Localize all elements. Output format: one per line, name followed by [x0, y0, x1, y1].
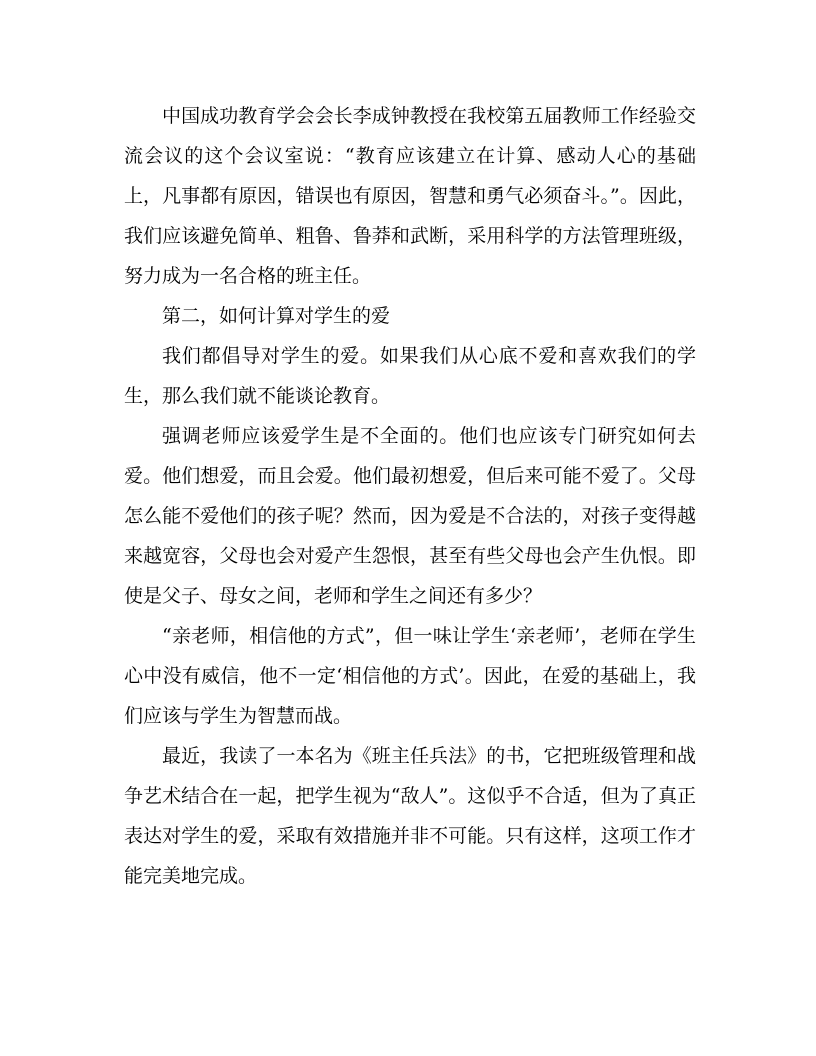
paragraph-trust-teacher: “亲老师，相信他的方式”，但一味让学生‘亲老师’，老师在学生心中没有威信，他不一定‘相信他的方式’。因此，在爱的基础上，我们应该与学生为智慧而战。 — [124, 625, 696, 727]
paragraph-book-reference: 最近，我读了一本名为《班主任兵法》的书，它把班级管理和战争艺术结合在一起，把学生视为“敌人”。这似乎不合适，但为了真正表达对学生的爱，采取有效措施并非不可能。只有这样，这项工作才能完美地完成。 — [124, 745, 696, 887]
document-body — [124, 96, 696, 896]
paragraph-love-students: 我们都倡导对学生的爱。如果我们从心底不爱和喜欢我们的学生，那么我们就不能谈论教育。 — [124, 345, 696, 407]
section-heading: 第二，如何计算对学生的爱 — [162, 305, 391, 327]
paragraph-how-to-love: 强调老师应该爱学生是不全面的。他们也应该专门研究如何去爱。他们想爱，而且会爱。他们最初想爱，但后来可能不爱了。父母怎么能不爱他们的孩子呢？然而，因为爱是不合法的，对孩子变得越来越宽容，父母也会对爱产生怨恨，甚至有些父母也会产生仇恨。即使是父子、母女之间，老师和学生之间还有多少？ — [124, 425, 696, 607]
paragraph-intro: 中国成功教育学会会长李成钟教授在我校第五届教师工作经验交流会议的这个会议室说：“教育应该建立在计算、感动人心的基础上，凡事都有原因，错误也有原因，智慧和勇气必须奋斗。”。因此，我们应该避免简单、粗鲁、鲁莽和武断，采用科学的方法管理班级，努力成为一名合格的班主任。 — [124, 105, 696, 287]
